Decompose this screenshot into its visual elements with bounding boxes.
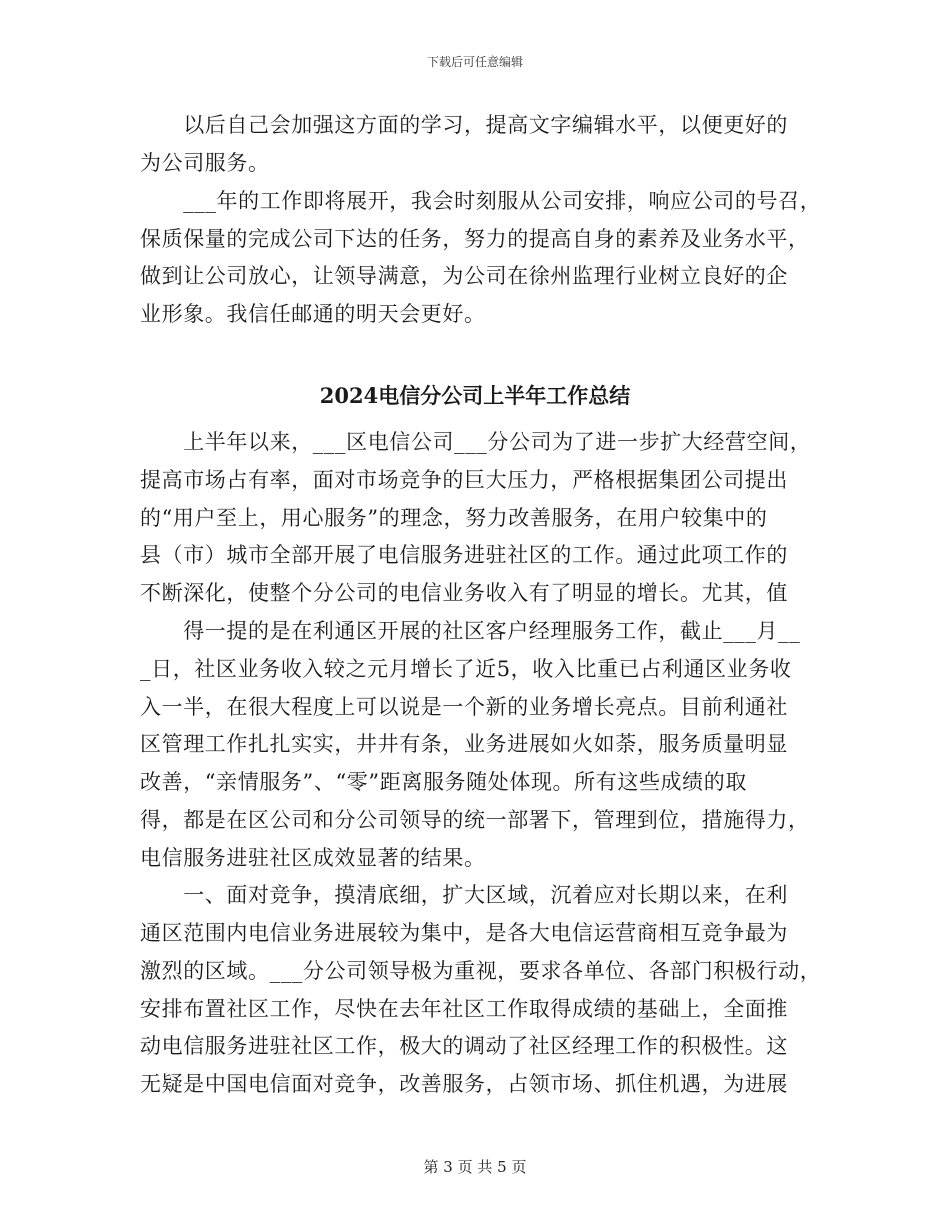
body-line: 电信服务进驻社区成效显著的结果。 xyxy=(140,846,486,870)
body-line: 县（市）城市全部开展了电信服务进驻社区的工作。通过此项工作的 xyxy=(140,543,788,567)
body-line: 提高市场占有率，面对市场竞争的巨大压力，严格根据集团公司提出 xyxy=(140,468,788,492)
body-line: 区管理工作扎扎实实，井井有条，业务进展如火如荼，服务质量明显 xyxy=(140,732,788,756)
section-title: 2024电信分公司上半年工作总结 xyxy=(319,383,631,408)
body-line: 一、面对竞争，摸清底细，扩大区域，沉着应对长期以来，在利 xyxy=(140,883,788,907)
page-header: 下载后可任意编辑 xyxy=(426,55,523,69)
body-line: 的“用户至上，用心服务”的理念，努力改善服务，在用户较集中的 xyxy=(140,506,768,530)
body-line: 以后自己会加强这方面的学习，提高文字编辑水平，以便更好的 xyxy=(140,113,788,137)
body-line: 做到让公司放心，让领导满意，为公司在徐州监理行业树立良好的企 xyxy=(140,264,788,288)
body-line: 得一提的是在利通区开展的社区客户经理服务工作，截止___月__ xyxy=(140,619,801,643)
body-line: 不断深化，使整个分公司的电信业务收入有了明显的增长。尤其，值 xyxy=(140,581,788,605)
body-line: _日，社区业务收入较之元月增长了近5，收入比重已占利通区业务收 xyxy=(140,657,792,681)
body-line: 入一半，在很大程度上可以说是一个新的业务增长亮点。目前利通社 xyxy=(140,695,788,719)
body-line: 上半年以来，___区电信公司___分公司为了进一步扩大经营空间， xyxy=(140,430,812,454)
body-line: 无疑是中国电信面对竞争，改善服务，占领市场、抓住机遇，为进展 xyxy=(140,1072,788,1096)
body-line: 保质保量的完成公司下达的任务，努力的提高自身的素养及业务水平， xyxy=(140,227,810,251)
body-line: 激烈的区域。___分公司领导极为重视，要求各单位、各部门积极行动， xyxy=(140,959,822,983)
body-line: 安排布置社区工作，尽快在去年社区工作取得成绩的基础上，全面推 xyxy=(140,997,788,1021)
body-line: 通区范围内电信业务进展较为集中，是各大电信运营商相互竞争最为 xyxy=(140,921,788,945)
body-line: ___年的工作即将展开，我会时刻服从公司安排，响应公司的号召， xyxy=(140,189,822,213)
body-line: 为公司服务。 xyxy=(140,151,270,175)
body-line: 动电信服务进驻社区工作，极大的调动了社区经理工作的积极性。这 xyxy=(140,1034,788,1058)
page-footer: 第 3 页 共 5 页 xyxy=(423,1158,527,1176)
body-line: 业形象。我信任邮通的明天会更好。 xyxy=(140,302,486,326)
body-line: 改善，“亲情服务”、“零”距离服务随处体现。所有这些成绩的取 xyxy=(140,770,747,794)
body-line: 得，都是在区公司和分公司领导的统一部署下，管理到位，措施得力， xyxy=(140,808,810,832)
